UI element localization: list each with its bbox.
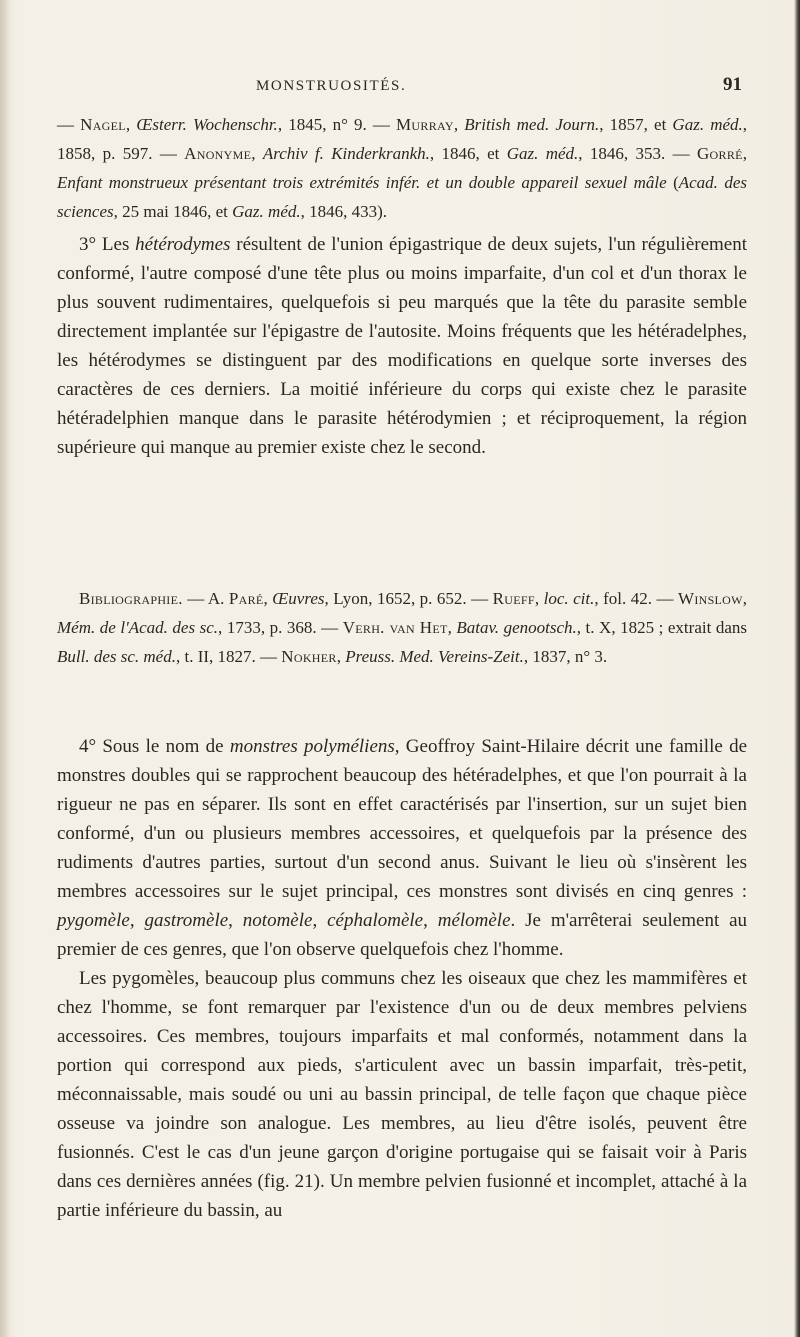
italic-text: mélomèle bbox=[437, 910, 511, 931]
italic-text: monstres polyméliens bbox=[229, 736, 395, 757]
italic-text: notomèle bbox=[242, 910, 313, 931]
small-caps-name: Murray bbox=[396, 115, 454, 134]
section-paragraph: Les pygomèles, beaucoup plus communs chez les oiseaux que chez les mammifères et chez l'homme, se font remarquer par l'existence d'un ou de deux membres pelviens accessoires. Ces membres, toujours imparfaits et mal conformés, notamment dans la portion qui correspond aux pieds, s'articulent avec un bassin imparfait, très-petit, méconnaissable, mais soudé ou uni au bassin principal, de telle façon que chaque pièce osseuse va joindre son analogue. Les membres, au lieu d'être isolés, peuvent être fusionnés. C'est le cas d'un jeune garçon d'origine portugaise qui se faisait voir à Paris dans ces dernières années (fig. 21). Un membre pelvien fusionné et incomplet, attaché à la partie inférieure du bassin, au bbox=[57, 968, 747, 1221]
italic-text: Gaz. méd. bbox=[232, 202, 301, 221]
italic-text: Œuvres bbox=[272, 589, 325, 608]
italic-text: gastromèle bbox=[144, 910, 229, 931]
running-head: MONSTRUOSITÉS. bbox=[256, 78, 407, 94]
polymeliens-section bbox=[57, 732, 747, 1225]
italic-text: Gaz. méd. bbox=[506, 144, 579, 163]
page-edge bbox=[794, 0, 800, 1337]
italic-text: Gaz. méd. bbox=[672, 115, 743, 134]
small-caps-name: Bibliographie. bbox=[79, 589, 183, 608]
small-caps-name: Nagel bbox=[80, 115, 126, 134]
italic-text: Enfant monstrueux présentant trois extrémités infér. et un double appareil sexuel mâle bbox=[57, 173, 667, 192]
references-block bbox=[57, 110, 747, 226]
small-caps-name: Anonyme bbox=[184, 144, 252, 163]
page-number: 91 bbox=[723, 74, 742, 95]
small-caps-name: Nokher bbox=[281, 647, 337, 666]
italic-text: Mém. de l'Acad. des sc. bbox=[57, 618, 219, 637]
heterodymes-section bbox=[57, 230, 747, 462]
bibliography-paragraph: Bibliographie. — A. Paré, Œuvres, Lyon, 1652, p. 652. — Rueff, loc. cit., fol. 42. — Winslow, Mém. de l'Acad. des sc., 1733, p. 368. — Verh. van Het, Batav. genootsch., t. X, 1825 ; extrait dans Bull. des sc. méd., t. II, 1827. — Nokher, Preuss. Med. Vereins-Zeit., 1837, n° 3. bbox=[57, 589, 748, 666]
bibliography-block bbox=[57, 584, 747, 671]
small-caps-name: Gorré bbox=[696, 144, 743, 163]
italic-text: hétérodymes bbox=[135, 234, 231, 255]
italic-text: Œsterr. Wochenschr. bbox=[136, 115, 278, 134]
small-caps-name: Winslow bbox=[677, 589, 743, 608]
italic-text: Acad. des sciences bbox=[57, 173, 747, 221]
small-caps-name: Paré bbox=[228, 589, 264, 608]
italic-text: Archiv f. Kinderkrankh. bbox=[262, 144, 430, 163]
italic-text: loc. cit. bbox=[543, 589, 595, 608]
gutter-shadow bbox=[0, 0, 10, 1337]
small-caps-name: Verh. van Het bbox=[342, 618, 448, 637]
italic-text: pygomèle bbox=[57, 910, 130, 931]
small-caps-name: Rueff bbox=[492, 589, 535, 608]
italic-text: Preuss. Med. Vereins-Zeit. bbox=[345, 647, 524, 666]
italic-text: Batav. genootsch. bbox=[456, 618, 577, 637]
section-paragraph: 4° Sous le nom de monstres polyméliens, Geoffroy Saint-Hilaire décrit une famille de monstres doubles qui se rapprochent beaucoup des hétéradelphes, et que l'on pourrait à la rigueur ne pas en séparer. Ils sont en effet caractérisés par l'insertion, sur un sujet bien conformé, d'un ou plusieurs membres accessoires, et quelquefois par la présence des rudiments d'autres parties, surtout d'un second anus. Suivant le lieu où s'insèrent les membres accessoires sur le sujet principal, ces monstres sont divisés en cinq genres : pygomèle, gastromèle, notomèle, céphalomèle, mélomèle. Je m'arrêterai seulement au premier de ces genres, que l'on observe quelquefois chez l'homme. bbox=[57, 736, 748, 960]
page-header bbox=[256, 68, 742, 98]
italic-text: British med. Journ. bbox=[464, 115, 600, 134]
reference-paragraph: — Nagel, Œsterr. Wochenschr., 1845, n° 9. — Murray, British med. Journ., 1857, et Gaz. méd., 1858, p. 597. — Anonyme, Archiv f. Kinderkrankh., 1846, et Gaz. méd., 1846, 353. — Gorré, Enfant monstrueux présentant trois extrémités infér. et un double appareil sexuel mâle (Acad. des sciences, 25 mai 1846, et Gaz. méd., 1846, 433). bbox=[57, 115, 748, 221]
italic-text: Bull. des sc. méd. bbox=[57, 647, 176, 666]
section-paragraph: 3° Les hétérodymes résultent de l'union épigastrique de deux sujets, l'un régulièrement conformé, l'autre composé d'une tête plus ou moins imparfaite, d'un col et d'un thorax le plus souvent rudimentaires, quelquefois si peu marqués que la tête du parasite semble directement implantée sur l'épigastre de l'autosite. Moins fréquents que les hétéradelphes, les hétérodymes se distinguent par des modifications en quelque sorte inverses des caractères de ces derniers. La moitié inférieure du corps qui existe chez le parasite hétéradelphien manque dans le parasite hétérodymien ; et réciproquement, la région supérieure qui manque au premier existe chez le second. bbox=[57, 234, 747, 458]
italic-text: céphalomèle bbox=[327, 910, 424, 931]
